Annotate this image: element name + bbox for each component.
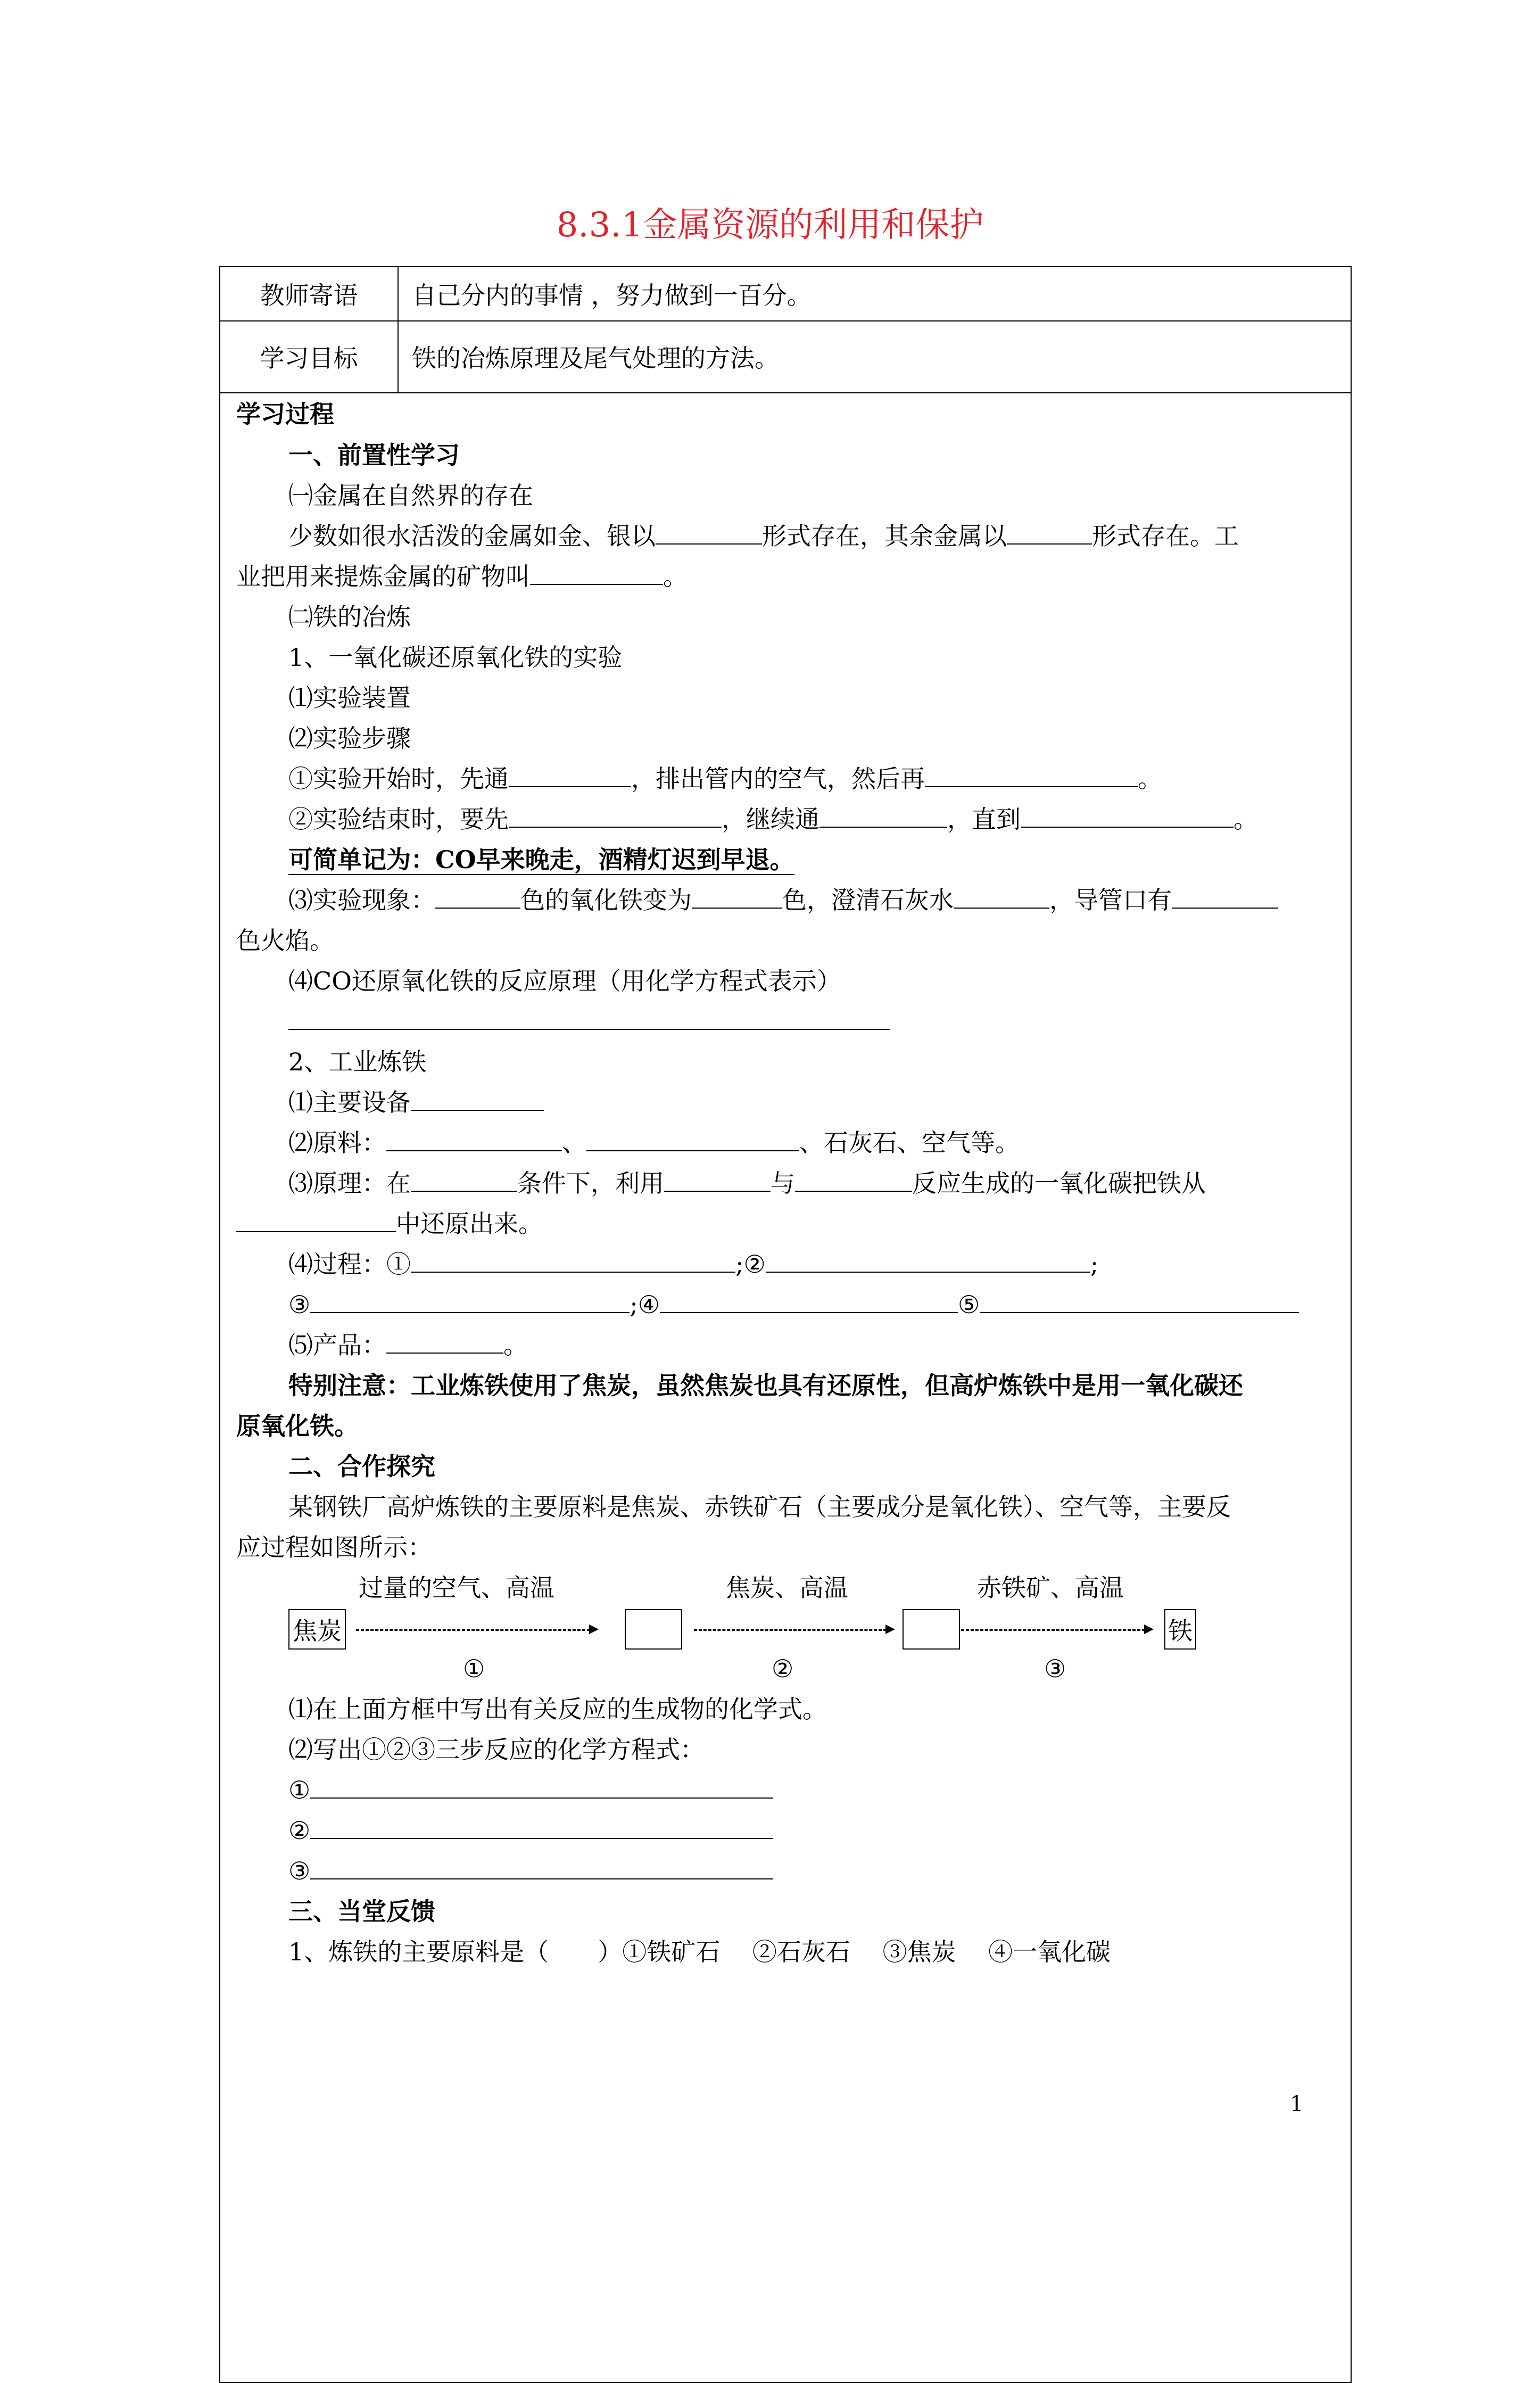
blank: [386, 1331, 503, 1354]
arrow-line: [694, 1629, 887, 1631]
text-line: ⑵原料： 、 、石灰石、空气等。: [288, 1128, 1020, 1157]
special-note: 特别注意：工业炼铁使用了焦炭，虽然焦炭也具有还原性，但高炉炼铁中是用一氧化碳还: [288, 1371, 1243, 1400]
text-line: ①实验开始时，先通 ，排出管内的空气，然后再 。: [288, 764, 1162, 793]
blank: [819, 805, 947, 828]
text-line: ②实验结束时，要先 ，继续通 ，直到 。: [288, 805, 1258, 834]
arrow-head: [589, 1625, 599, 1634]
equation-line: [288, 1005, 890, 1038]
teacher-message-label: 教师寄语: [220, 267, 399, 320]
step-label: ②: [772, 1654, 794, 1683]
blank: [386, 1129, 562, 1151]
blank: [411, 1089, 544, 1111]
section-heading: 二、合作探究: [288, 1452, 435, 1481]
blank: [310, 1817, 773, 1839]
text-line: 应过程如图所示：: [236, 1533, 432, 1562]
text-line: ⑴主要设备: [288, 1086, 544, 1119]
text-line: ⑵实验步骤: [288, 724, 411, 753]
learning-goal-row: [220, 320, 1351, 393]
blank: [310, 1776, 773, 1799]
blank: [954, 886, 1049, 909]
end-box: 铁: [1164, 1609, 1196, 1650]
answer-box-2[interactable]: [903, 1609, 960, 1650]
text-line: 少数如很水活泼的金属如金、银以 形式存在，其余金属以 形式存在。工: [288, 522, 1239, 550]
text-line: ⑴实验装置: [288, 683, 411, 712]
section-heading: 学习过程: [236, 400, 334, 428]
arrow-head: [885, 1625, 895, 1634]
blank: [1021, 805, 1233, 828]
equation-line: ②: [288, 1814, 773, 1847]
blank: [509, 765, 631, 787]
blank: [1172, 886, 1278, 909]
condition-label: 过量的空气、高温: [359, 1573, 554, 1602]
learning-goal-text: 铁的冶炼原理及尾气处理的方法。: [412, 343, 779, 373]
memory-tip: 可简单记为：CO早来晚走，酒精灯迟到早退。: [288, 845, 794, 874]
text-line: ⑸产品： 。: [288, 1331, 528, 1359]
text-line: 1、一氧化碳还原氧化铁的实验: [288, 643, 623, 672]
subsection-heading: ㈡铁的冶炼: [288, 603, 411, 631]
text-line: 某钢铁厂高炉炼铁的主要原料是焦炭、赤铁矿石（主要成分是氧化铁）、空气等，主要反: [288, 1493, 1231, 1521]
equation-line: ①: [288, 1774, 773, 1807]
blank: [656, 522, 762, 545]
learning-goal-label: 学习目标: [220, 320, 399, 392]
blank: [509, 805, 722, 828]
text-line: ⑵写出①②③三步反应的化学方程式：: [288, 1735, 705, 1764]
blank: [310, 1291, 630, 1313]
blank: [980, 1291, 1299, 1313]
teacher-message-text: 自己分内的事情 ，努力做到一百分。: [412, 281, 812, 310]
worksheet-table: [219, 266, 1352, 2383]
blank: [411, 1250, 735, 1273]
blank: [664, 1169, 771, 1192]
answer-box-1[interactable]: [625, 1609, 682, 1650]
blank: [435, 886, 520, 909]
condition-label: 焦炭、高温: [726, 1573, 848, 1602]
arrow-line: [961, 1629, 1145, 1631]
blank: [586, 1129, 799, 1151]
blank: [310, 1857, 773, 1879]
blank: [530, 563, 663, 585]
text-line: 中还原出来。: [236, 1207, 543, 1240]
blank: [236, 1210, 396, 1232]
blank: [692, 886, 782, 909]
text-line: 业把用来提炼金属的矿物叫 。: [236, 562, 688, 591]
teacher-message-row: [220, 267, 1351, 321]
step-label: ①: [463, 1654, 485, 1683]
start-box: 焦炭: [288, 1609, 346, 1650]
arrow-head: [1144, 1625, 1154, 1634]
blank: [766, 1250, 1090, 1273]
arrow-line: [356, 1629, 590, 1631]
text-line: 2、工业炼铁: [288, 1048, 427, 1076]
text-line: 色火焰。: [236, 926, 334, 955]
text-line: ⑷过程：① ;② ;: [288, 1250, 1099, 1279]
blank: [411, 1169, 517, 1192]
text-line: ⑴在上面方框中写出有关反应的生成物的化学式。: [288, 1695, 827, 1724]
text-line: ③ ;④ ⑤: [288, 1288, 1299, 1321]
question-line: 1、炼铁的主要原料是（ ）①铁矿石 ②石灰石 ③焦炭 ④一氧化碳: [288, 1937, 1111, 1966]
condition-label: 赤铁矿、高温: [977, 1573, 1124, 1602]
section-heading: 一、前置性学习: [288, 441, 460, 469]
blank: [288, 1008, 890, 1030]
step-label: ③: [1044, 1654, 1066, 1683]
text-line: ⑷CO还原氧化铁的反应原理（用化学方程式表示）: [288, 967, 841, 995]
blank: [925, 765, 1138, 787]
blank: [660, 1291, 958, 1313]
equation-line: ③: [288, 1854, 773, 1887]
text-line: ⑶实验现象： 色的氧化铁变为 色，澄清石灰水 ，导管口有: [288, 884, 1278, 917]
special-note: 原氧化铁。: [236, 1412, 359, 1440]
text-line: ⑶原理：在 条件下，利用 与 反应生成的一氧化碳把铁从: [288, 1169, 1206, 1198]
blank: [795, 1169, 912, 1192]
subsection-heading: ㈠金属在自然界的存在: [288, 481, 533, 510]
blank: [1007, 522, 1092, 545]
page-number: 1: [1290, 2092, 1304, 2116]
section-heading: 三、当堂反馈: [288, 1897, 435, 1926]
page-title: 8.3.1金属资源的利用和保护: [556, 205, 984, 245]
